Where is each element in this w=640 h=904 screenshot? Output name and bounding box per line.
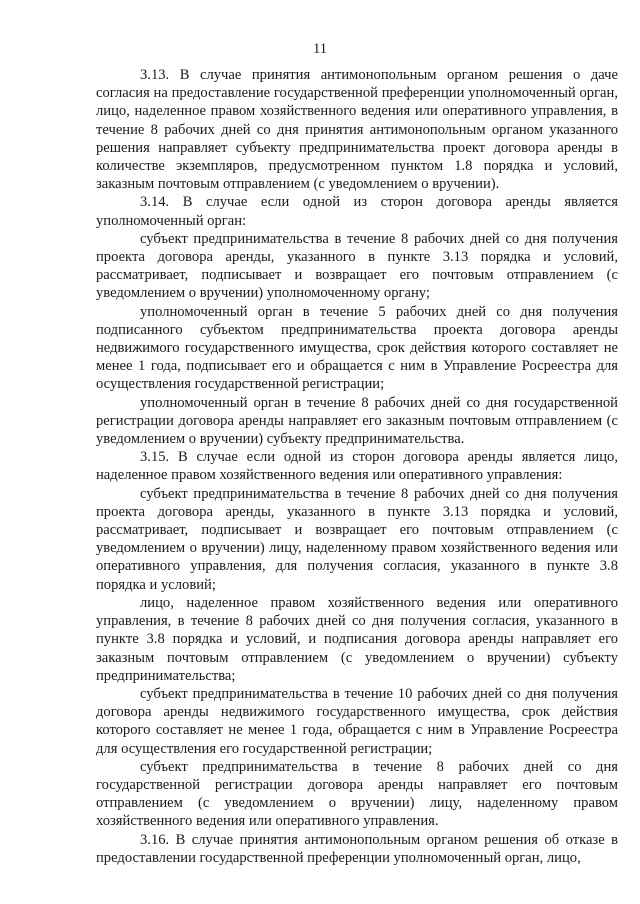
paragraph-3-15-item-2: лицо, наделенное правом хозяйственного ведения или оперативного управления, в течение 8 рабочих дней со дня получения согласия, указанного в пункте 3.8 порядка и условий, и подписания договора аренды направляет его заказным почтовым отправлением (с уведомлением о вручении) субъекту предпринимательства; xyxy=(96,594,618,684)
paragraph-3-14-item-2: уполномоченный орган в течение 5 рабочих дней со дня получения подписанного субъектом предпринимательства проекта договора аренды недвижимого государственного имущества, срок действия которого составляет не менее 1 года, подписывает его и обращается с ним в Управление Росреестра для осуществления государственной регистрации; xyxy=(96,303,618,393)
page-number: 11 xyxy=(312,41,328,57)
paragraph-3-13: 3.13. В случае принятия антимонопольным органом решения о даче согласия на предоставление государственной преференции уполномоченный орган, лицо, наделенное правом хозяйственного ведения или оперативного управления, в течение 8 рабочих дней со дня принятия антимонопольным органом указанного решения направляет субъекту предпринимательства проект договора аренды в количестве экземпляров, предусмотренном пунктом 1.8 порядка и условий, заказным почтовым отправлением (с уведомлением о вручении). xyxy=(96,67,618,193)
paragraph-3-14: 3.14. В случае если одной из сторон договора аренды является уполномоченный орган: xyxy=(96,194,618,229)
document-body xyxy=(96,66,618,867)
paragraph-3-15-item-1: субъект предпринимательства в течение 8 рабочих дней со дня получения проекта договора аренды, указанного в пункте 3.13 порядка и условий, рассматривает, подписывает и возвращает его почтовым отправлением (с уведомлением о вручении) лицу, наделенному правом хозяйственного ведения или оперативного управления, для получения согласия, указанного в пункте 3.8 порядка и условий; xyxy=(96,485,618,593)
paragraph-3-16: 3.16. В случае принятия антимонопольным органом решения об отказе в предоставлении государственной преференции уполномоченный орган, лицо, xyxy=(96,831,618,866)
paragraph-3-15-item-3: субъект предпринимательства в течение 10 рабочих дней со дня получения договора аренды недвижимого государственного имущества, срок действия которого составляет не менее 1 года, обращается с ним в Управление Росреестра для осуществления его государственной регистрации; xyxy=(96,685,618,757)
paragraph-3-15-item-4: субъект предпринимательства в течение 8 рабочих дней со дня государственной регистрации договора аренды направляет его почтовым отправлением (с уведомлением о вручении) лицу, наделенному правом хозяйственного ведения или оперативного управления. xyxy=(96,758,618,830)
paragraph-3-15: 3.15. В случае если одной из сторон договора аренды является лицо, наделенное правом хозяйственного ведения или оперативного управления: xyxy=(96,449,618,484)
paragraph-3-14-item-1: субъект предпринимательства в течение 8 рабочих дней со дня получения проекта договора аренды, указанного в пункте 3.13 порядка и условий, рассматривает, подписывает и возвращает его почтовым отправлением (с уведомлением о вручении) уполномоченному органу; xyxy=(96,230,618,302)
paragraph-3-14-item-3: уполномоченный орган в течение 8 рабочих дней со дня государственной регистрации договора аренды направляет его заказным почтовым отправлением (с уведомлением о вручении) субъекту предпринимательства. xyxy=(96,394,618,448)
